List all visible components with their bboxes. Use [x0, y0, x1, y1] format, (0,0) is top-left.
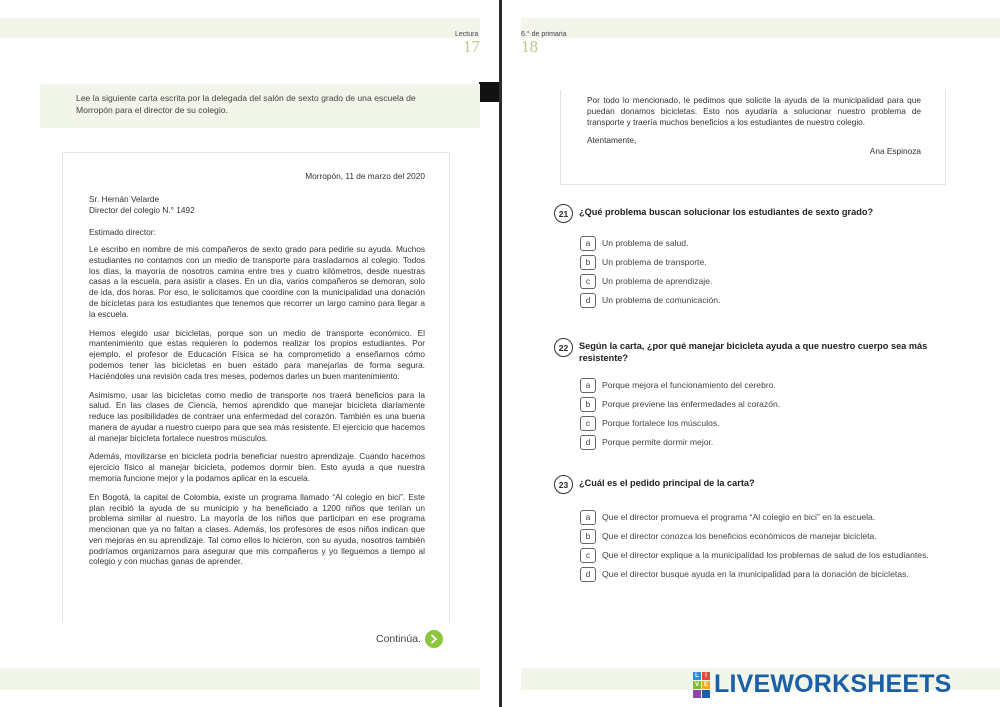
letter-paragraph: Asimismo, usar las bicicletas como medio de transporte nos traerá beneficios para la salud. En las clases de Ciencia, hemos aprendido que manejar bicicleta diariamente reduce las posibilidades de contraer una enfermedad del corazón. También es una buena manera de ayudar a nuestro cuerpo para que sea más resistente. El ejercicio que hacemos al manejar bicicleta fortalece nuestros músculos.: [89, 389, 425, 443]
letter-paragraph: Hemos elegido usar bicicletas, porque son un medio de transporte económico. El mantenimiento que estas requieren lo podemos realizar los propios estudiantes. Por ejemplo, el profesor de Educación Física se ha comprometido a enseñarnos cómo podemos tener las bicicletas en buen estado para manejarlas de forma segura. Haciéndoles una revisión cada tres meses, podemos darles un buen mantenimiento.: [89, 327, 425, 381]
brand-mark-icon: [693, 672, 710, 698]
question-text: ¿Qué problema buscan solucionar los estudiantes de sexto grado?: [579, 207, 874, 217]
option-21a[interactable]: [580, 237, 934, 251]
question-23: [554, 478, 934, 587]
letter-continuation: [560, 90, 946, 185]
option-21d[interactable]: [580, 294, 934, 308]
option-text: Un problema de transporte.: [602, 257, 707, 267]
option-letter-box[interactable]: a: [580, 236, 596, 251]
question-22: [554, 341, 934, 455]
letter-closing: Atentamente,: [587, 135, 637, 146]
right-page-header: 6.° de primaria: [521, 31, 567, 38]
page-edge-marker: [479, 82, 499, 102]
brand-mark-block: [693, 690, 701, 698]
option-text: Que el director conozca los beneficios económicos de manejar bicicleta.: [602, 531, 877, 541]
addressee-name: Sr. Hernán Velarde: [89, 193, 160, 204]
question-number: 22: [554, 338, 573, 357]
right-page-number: 18: [521, 37, 538, 56]
option-letter-box[interactable]: c: [580, 416, 596, 431]
option-letter-box[interactable]: c: [580, 274, 596, 289]
letter-paragraph: Le escribo en nombre de mis compañeros de sexto grado para pedirle su ayuda. Muchos estudiantes no contamos con un medio de transporte para trasladarnos al colegio. Todos los días, la mayoría de nosotros camina entre tres y cuatro kilómetros, desde nuestras casas a la escuela, para asistir a clases. En un día, varios compañeros se demoran, solo de ida, dos horas. Por eso, le solicitamos que coordine con la municipalidad una donación de bicicletas para los estudiantes que tenemos que recorrer un largo camino para llegar a la escuela.: [89, 244, 425, 319]
option-letter-box[interactable]: b: [580, 397, 596, 412]
letter-paragraph: Además, movilizarse en bicicleta podría beneficiar nuestro aprendizaje. Cuando hacemos ejercicio físico al manejar bicicleta, podemos dormir bien. Esto ayuda a que nuestra memoria funcione mejor y la podamos aplicar en la escuela.: [89, 451, 425, 483]
letter-paragraph: En Bogotá, la capital de Colombia, existe un programa llamado “Al colegio en bici”. Este plan recibió la ayuda de su municipio y ha beneficiado a 1200 niños que tenían un problema similar al nuestro. La mayoría de los niños que participan en ese programa mencionan que ya no faltan a clases. Además, los profesores de esos niños indican que ven mejoras en su aprendizaje. Tal como ellos lo hicieron, con su ayuda, nosotros también podríamos organizarnos para asegurar que mis compañeros y yo lleguemos a tiempo al colegio y con muchas ganas de aprender.: [89, 491, 425, 567]
option-text: Porque permite dormir mejor.: [602, 436, 714, 447]
option-text: Que el director explique a la municipalidad los problemas de salud de los estudiantes.: [602, 550, 929, 560]
brand-name: LIVEWORKSHEETS: [714, 670, 952, 698]
option-22a[interactable]: [580, 379, 934, 393]
brand-mark-letter: L: [693, 672, 701, 680]
option-text: Porque previene las enfermedades al corazón.: [602, 398, 781, 409]
left-page-number: 17: [463, 37, 480, 56]
liveworksheets-logo: [693, 670, 952, 699]
option-22d[interactable]: [580, 436, 934, 450]
option-22b[interactable]: [580, 398, 934, 412]
instructions-text: Lee la siguiente carta escrita por la delegada del salón de sexto grado de una escuela de Morropón para el director de su colegio.: [76, 93, 416, 115]
option-letter-box[interactable]: a: [580, 510, 596, 525]
brand-mark-block: [702, 690, 710, 698]
option-letter-box[interactable]: d: [580, 435, 596, 450]
reading-instructions: [40, 84, 480, 128]
option-21b[interactable]: [580, 256, 934, 270]
continue-indicator: [376, 630, 443, 648]
option-text: Un problema de comunicación.: [602, 295, 721, 305]
question-text: ¿Cuál es el pedido principal de la carta?: [579, 478, 755, 488]
brand-mark-letter: I: [702, 672, 710, 680]
question-21: [554, 207, 934, 313]
question-number: 23: [554, 475, 573, 494]
question-text: Según la carta, ¿por qué manejar bicicleta ayuda a que nuestro cuerpo sea más resistente?: [579, 341, 928, 363]
option-text: Que el director busque ayuda en la municipalidad para la donación de bicicletas.: [602, 569, 909, 579]
option-letter-box[interactable]: b: [580, 255, 596, 270]
option-text: Porque mejora el funcionamiento del cerebro.: [602, 379, 776, 390]
option-letter-box[interactable]: a: [580, 378, 596, 393]
question-number: 21: [554, 204, 573, 223]
option-23c[interactable]: [580, 549, 934, 563]
page-spine: [499, 0, 502, 707]
letter-addressee: [89, 194, 425, 216]
letter-paragraph: Por todo lo mencionado, le pedimos que solicite la ayuda de la municipalidad para que puedan donamos bicicletas. Esto nos ayudaría a solucionar nuestro problema de transporte y traería muchos beneficios a los estudiantes de nuestro colegio.: [587, 95, 921, 127]
option-22c[interactable]: [580, 417, 934, 431]
letter-salutation: Estimado director:: [89, 227, 156, 238]
option-text: Que el director promueva el programa “Al colegio en bici” en la escuela.: [602, 512, 876, 522]
brand-mark-letter: E: [703, 681, 708, 688]
option-21c[interactable]: [580, 275, 934, 289]
option-letter-box[interactable]: d: [580, 293, 596, 308]
option-letter-box[interactable]: d: [580, 567, 596, 582]
option-letter-box[interactable]: b: [580, 529, 596, 544]
option-23b[interactable]: [580, 530, 934, 544]
addressee-title: Director del colegio N.° 1492: [89, 204, 195, 215]
continue-label: Continúa.: [376, 633, 421, 645]
option-text: Un problema de aprendizaje.: [602, 276, 713, 286]
option-letter-box[interactable]: c: [580, 548, 596, 563]
option-23a[interactable]: [580, 511, 934, 525]
letter: [62, 152, 450, 622]
chevron-right-icon: [425, 630, 443, 648]
letter-signature: Ana Espinoza: [869, 146, 921, 157]
option-text: Un problema de salud.: [602, 238, 689, 248]
option-23d[interactable]: [580, 568, 934, 582]
letter-date: Morropón, 11 de marzo del 2020: [305, 171, 425, 181]
top-band-right: [521, 18, 1000, 38]
option-text: Porque fortalece los músculos.: [602, 417, 720, 428]
bottom-band-left: [0, 668, 480, 690]
left-page-header: Lectura: [455, 31, 479, 38]
top-band-left: [0, 18, 480, 38]
brand-mark-letter: V: [694, 681, 699, 688]
